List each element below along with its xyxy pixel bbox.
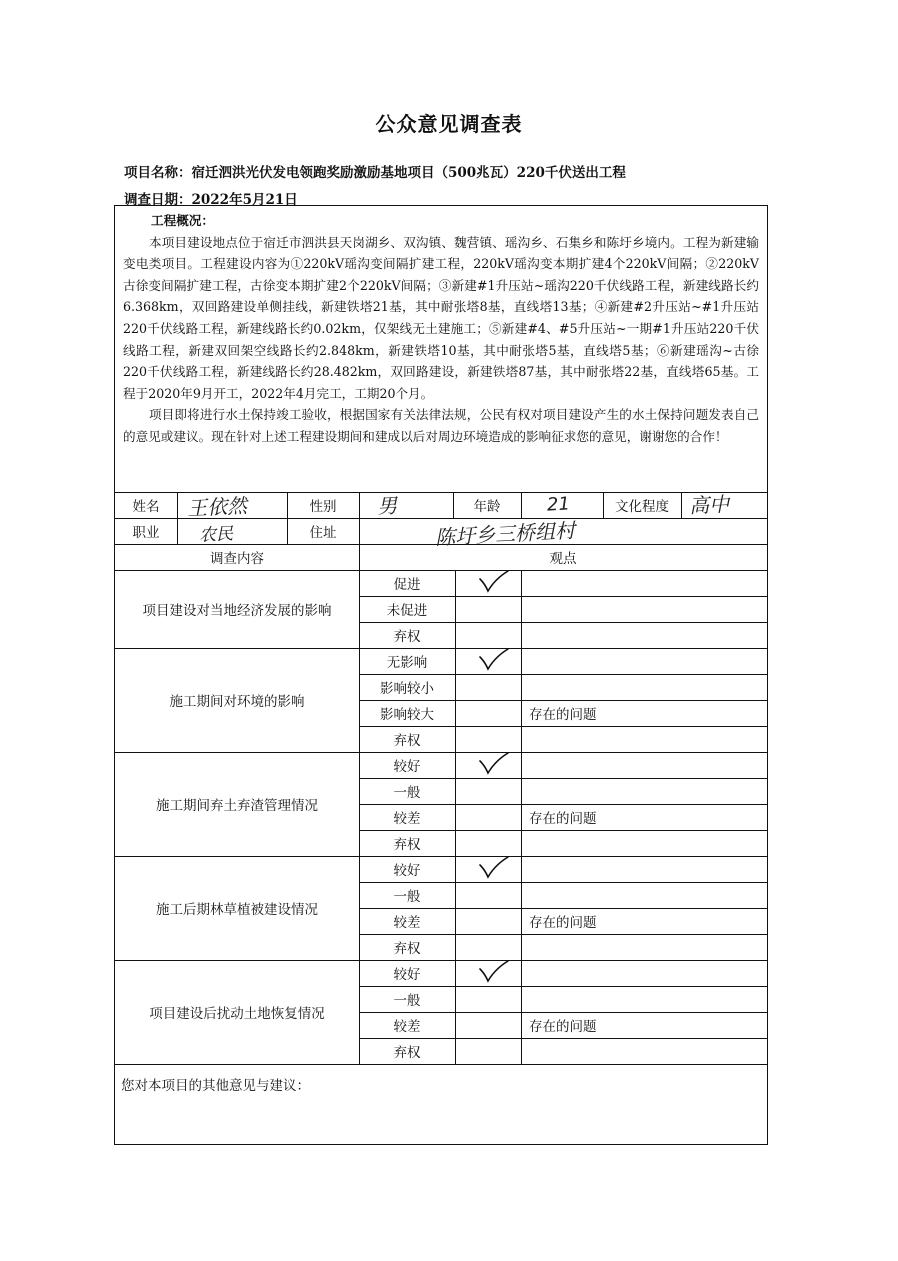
project-name-line (124, 161, 626, 181)
grid-line (177, 492, 178, 544)
checkmark-icon (477, 570, 511, 594)
option-label: 一般 (393, 889, 421, 905)
option-label: 弃权 (393, 629, 421, 645)
grid-line (359, 622, 767, 623)
option-label: 较好 (393, 863, 421, 879)
grid-line (681, 492, 682, 518)
option-label: 较差 (393, 811, 421, 827)
age-value: 21 (546, 493, 571, 516)
grid-line (359, 492, 360, 544)
option-label: 较差 (393, 915, 421, 931)
grid-line (359, 882, 767, 883)
grid-line (359, 1038, 767, 1039)
content-header: 调查内容 (210, 551, 264, 567)
checkmark-icon (477, 752, 511, 776)
grid-line (521, 492, 522, 518)
option-label: 影响较大 (380, 707, 434, 723)
option-label: 弃权 (393, 1045, 421, 1061)
checkmark-icon (477, 960, 511, 984)
grid-line (359, 778, 767, 779)
question-label: 施工期间对环境的影响 (169, 694, 305, 710)
overview-paragraph-2: 项目即将进行水土保持竣工验收，根据国家有关法律法规，公民有权对项目建设产生的水土保持问题发表自己的意见或建议。现在针对上述工程建设期间和建成以后对周边环境造成的影响征求您的意见，谢谢您的合作！ (123, 407, 759, 444)
overview-paragraph-1: 本项目建设地点位于宿迁市泗洪县天岗湖乡、双沟镇、魏营镇、瑶沟乡、石集乡和陈圩乡境内。工程为新建输变电类项目。工程建设内容为①220kV瑶沟变间隔扩建工程，220kV瑶沟变本期扩建4个220kV间隔；②220kV古徐变间隔扩建工程，古徐变本期扩建2个220kV间隔；③新建#1升压站~瑶沟220千伏线路工程，新建线路长约6.368km，双回路建设单侧挂线，新建铁塔21基，其中耐张塔8基，直线塔13基；④新建#2升压站~#1升压站220千伏线路工程，新建线路长约0.02km，仅架线无土建施工；⑤新建#4、#5升压站~一期#1升压站220千伏线路工程，新建双回架空线路长约2.848km，新建铁塔10基，其中耐张塔5基，直线塔5基；⑥新建瑶沟~古徐220千伏线路工程，新建线路长约28.482km，双回路建设，新建铁塔87基，其中耐张塔22基，直线塔65基。工程于2020年9月开工，2022年4月完工，工期20个月。 (123, 234, 759, 401)
date-label: 调查日期： (124, 192, 192, 208)
opinion-header: 观点 (549, 551, 577, 567)
address-value: 陈圩乡三桥组村 (434, 518, 576, 550)
address-label: 住址 (309, 525, 337, 541)
education-value: 高中 (688, 491, 730, 519)
option-label: 促进 (393, 577, 421, 593)
option-label: 未促进 (386, 603, 428, 619)
grid-line (521, 570, 522, 648)
grid-line (359, 596, 767, 597)
question-label: 项目建设对当地经济发展的影响 (142, 603, 332, 619)
grid-line (359, 674, 767, 675)
option-label: 影响较小 (380, 681, 434, 697)
grid-line (359, 986, 767, 987)
education-label: 文化程度 (615, 499, 669, 515)
option-label: 一般 (393, 785, 421, 801)
other-comments-label: 您对本项目的其他意见与建议： (121, 1078, 310, 1094)
grid-line (455, 570, 456, 648)
option-label: 弃权 (393, 733, 421, 749)
occupation-value: 农民 (198, 524, 234, 546)
problem-label: 存在的问题 (529, 707, 597, 723)
project-label: 项目名称： (124, 165, 192, 181)
project-overview (115, 206, 767, 492)
option-label: 弃权 (393, 837, 421, 853)
occupation-label: 职业 (132, 525, 160, 541)
problem-label: 存在的问题 (529, 915, 597, 931)
name-value: 王依然 (186, 493, 248, 521)
overview-heading: 工程概况： (151, 213, 214, 228)
question-label: 项目建设后扰动土地恢复情况 (149, 1006, 325, 1022)
option-label: 较好 (393, 967, 421, 983)
question-label: 施工期间弃土弃渣管理情况 (156, 798, 318, 814)
grid-line (359, 934, 767, 935)
gender-label: 性别 (309, 499, 337, 515)
survey-form (114, 205, 768, 1145)
question-label: 施工后期林草植被建设情况 (156, 902, 318, 918)
form-title: 公众意见调查表 (375, 112, 523, 136)
date-value: 2022年5月21日 (191, 192, 298, 208)
name-label: 姓名 (132, 499, 160, 515)
gender-value: 男 (376, 493, 398, 519)
checkmark-icon (477, 648, 511, 672)
problem-label: 存在的问题 (529, 1019, 597, 1035)
grid-line (359, 726, 767, 727)
age-label: 年龄 (473, 499, 501, 515)
option-label: 较差 (393, 1019, 421, 1035)
option-label: 一般 (393, 993, 421, 1009)
option-label: 无影响 (386, 655, 428, 671)
project-name: 宿迁泗洪光伏发电领跑奖励激励基地项目（500兆瓦）220千伏送出工程 (191, 165, 626, 181)
checkmark-icon (477, 856, 511, 880)
grid-line (115, 1064, 767, 1065)
grid-line (359, 830, 767, 831)
problem-label: 存在的问题 (529, 811, 597, 827)
option-label: 弃权 (393, 941, 421, 957)
option-label: 较好 (393, 759, 421, 775)
